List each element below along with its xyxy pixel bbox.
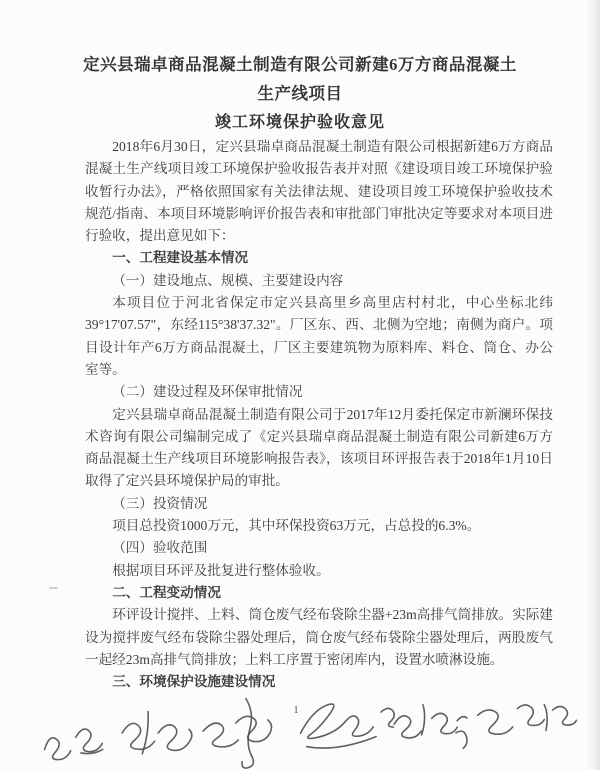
doc-subsection-heading: （一）建设地点、规模、主要建设内容 (112, 272, 344, 288)
document-title (0, 50, 600, 137)
doc-section-heading: 三、环境保护设施建设情况 (112, 674, 276, 690)
doc-paragraph: 本项目位于河北省保定市定兴县高里乡高里店村村北，中心坐标北纬39°17'07.57"，东经115°38'37.32"。厂区东、西、北侧为空地；南侧为商户。项目设计年产6万方商品混凝土，厂区主要建筑物为原料库、料仓、筒仓、办公室等。 (85, 295, 553, 377)
doc-paragraph: 根据项目环评及批复进行整体验收。 (112, 562, 330, 578)
doc-subsection-heading: （三）投资情况 (112, 495, 208, 511)
handwritten-signature-2 (121, 709, 193, 755)
doc-paragraph: 项目总投资1000万元，其中环保投资63万元，占总投的6.3%。 (112, 518, 481, 534)
doc-section-heading: 一、工程建设基本情况 (112, 250, 249, 266)
handwritten-signature-3 (202, 698, 273, 770)
scan-artifact-dash (49, 587, 58, 589)
document-body (85, 136, 553, 693)
handwritten-signature-6 (454, 701, 577, 748)
doc-paragraph: 2018年6月30日，定兴县瑞卓商品混凝土制造有限公司根据新建6万方商品混凝土生产线项目竣工环境保护验收报告表并对照《建设项目竣工环境保护验收暂行办法》，严格依照国家有关法律法规、建设项目竣工环境保护验收技术规范/指南、本项目环境影响评价报告表和审批部门审批决定等要求对本项目进行验收，提出意见如下： (85, 139, 553, 244)
title-line-2: 生产线项目 (257, 84, 343, 103)
doc-paragraph: 环评设计搅拌、上料、筒仓废气经布袋除尘器+23m高排气筒排放。实际建设为搅拌废气经布袋除尘器处理后，筒仓废气经布袋除尘器处理后，两股废气一起经23m高排气筒排放；上料工序置于密闭库内，设置水喷淋设施。 (85, 607, 553, 667)
doc-subsection-heading: （四）验收范围 (112, 540, 208, 556)
doc-section-heading: 二、工程变动情况 (112, 584, 221, 600)
doc-subsection-heading: （二）建设过程及环保审批情况 (112, 384, 303, 400)
handwritten-signature-4 (298, 699, 396, 751)
page-number: 1 (293, 705, 299, 716)
handwritten-signature-5 (393, 703, 458, 739)
document-subtitle: 竣工环境保护验收意见 (214, 114, 385, 131)
title-line-1: 定兴县瑞卓商品混凝土制造有限公司新建6万方商品混凝土 (83, 55, 517, 74)
handwritten-signature-1 (43, 728, 103, 761)
doc-paragraph: 定兴县瑞卓商品混凝土制造有限公司于2017年12月委托保定市新澜环保技术咨询有限公司编制完成了《定兴县瑞卓商品混凝土制造有限公司新建6万方商品混凝土生产线项目环境影响报告表》，该项目环评报告表于2018年1月10日取得了定兴县环境保护局的审批。 (85, 406, 553, 489)
handwritten-signature-row (0, 685, 600, 770)
